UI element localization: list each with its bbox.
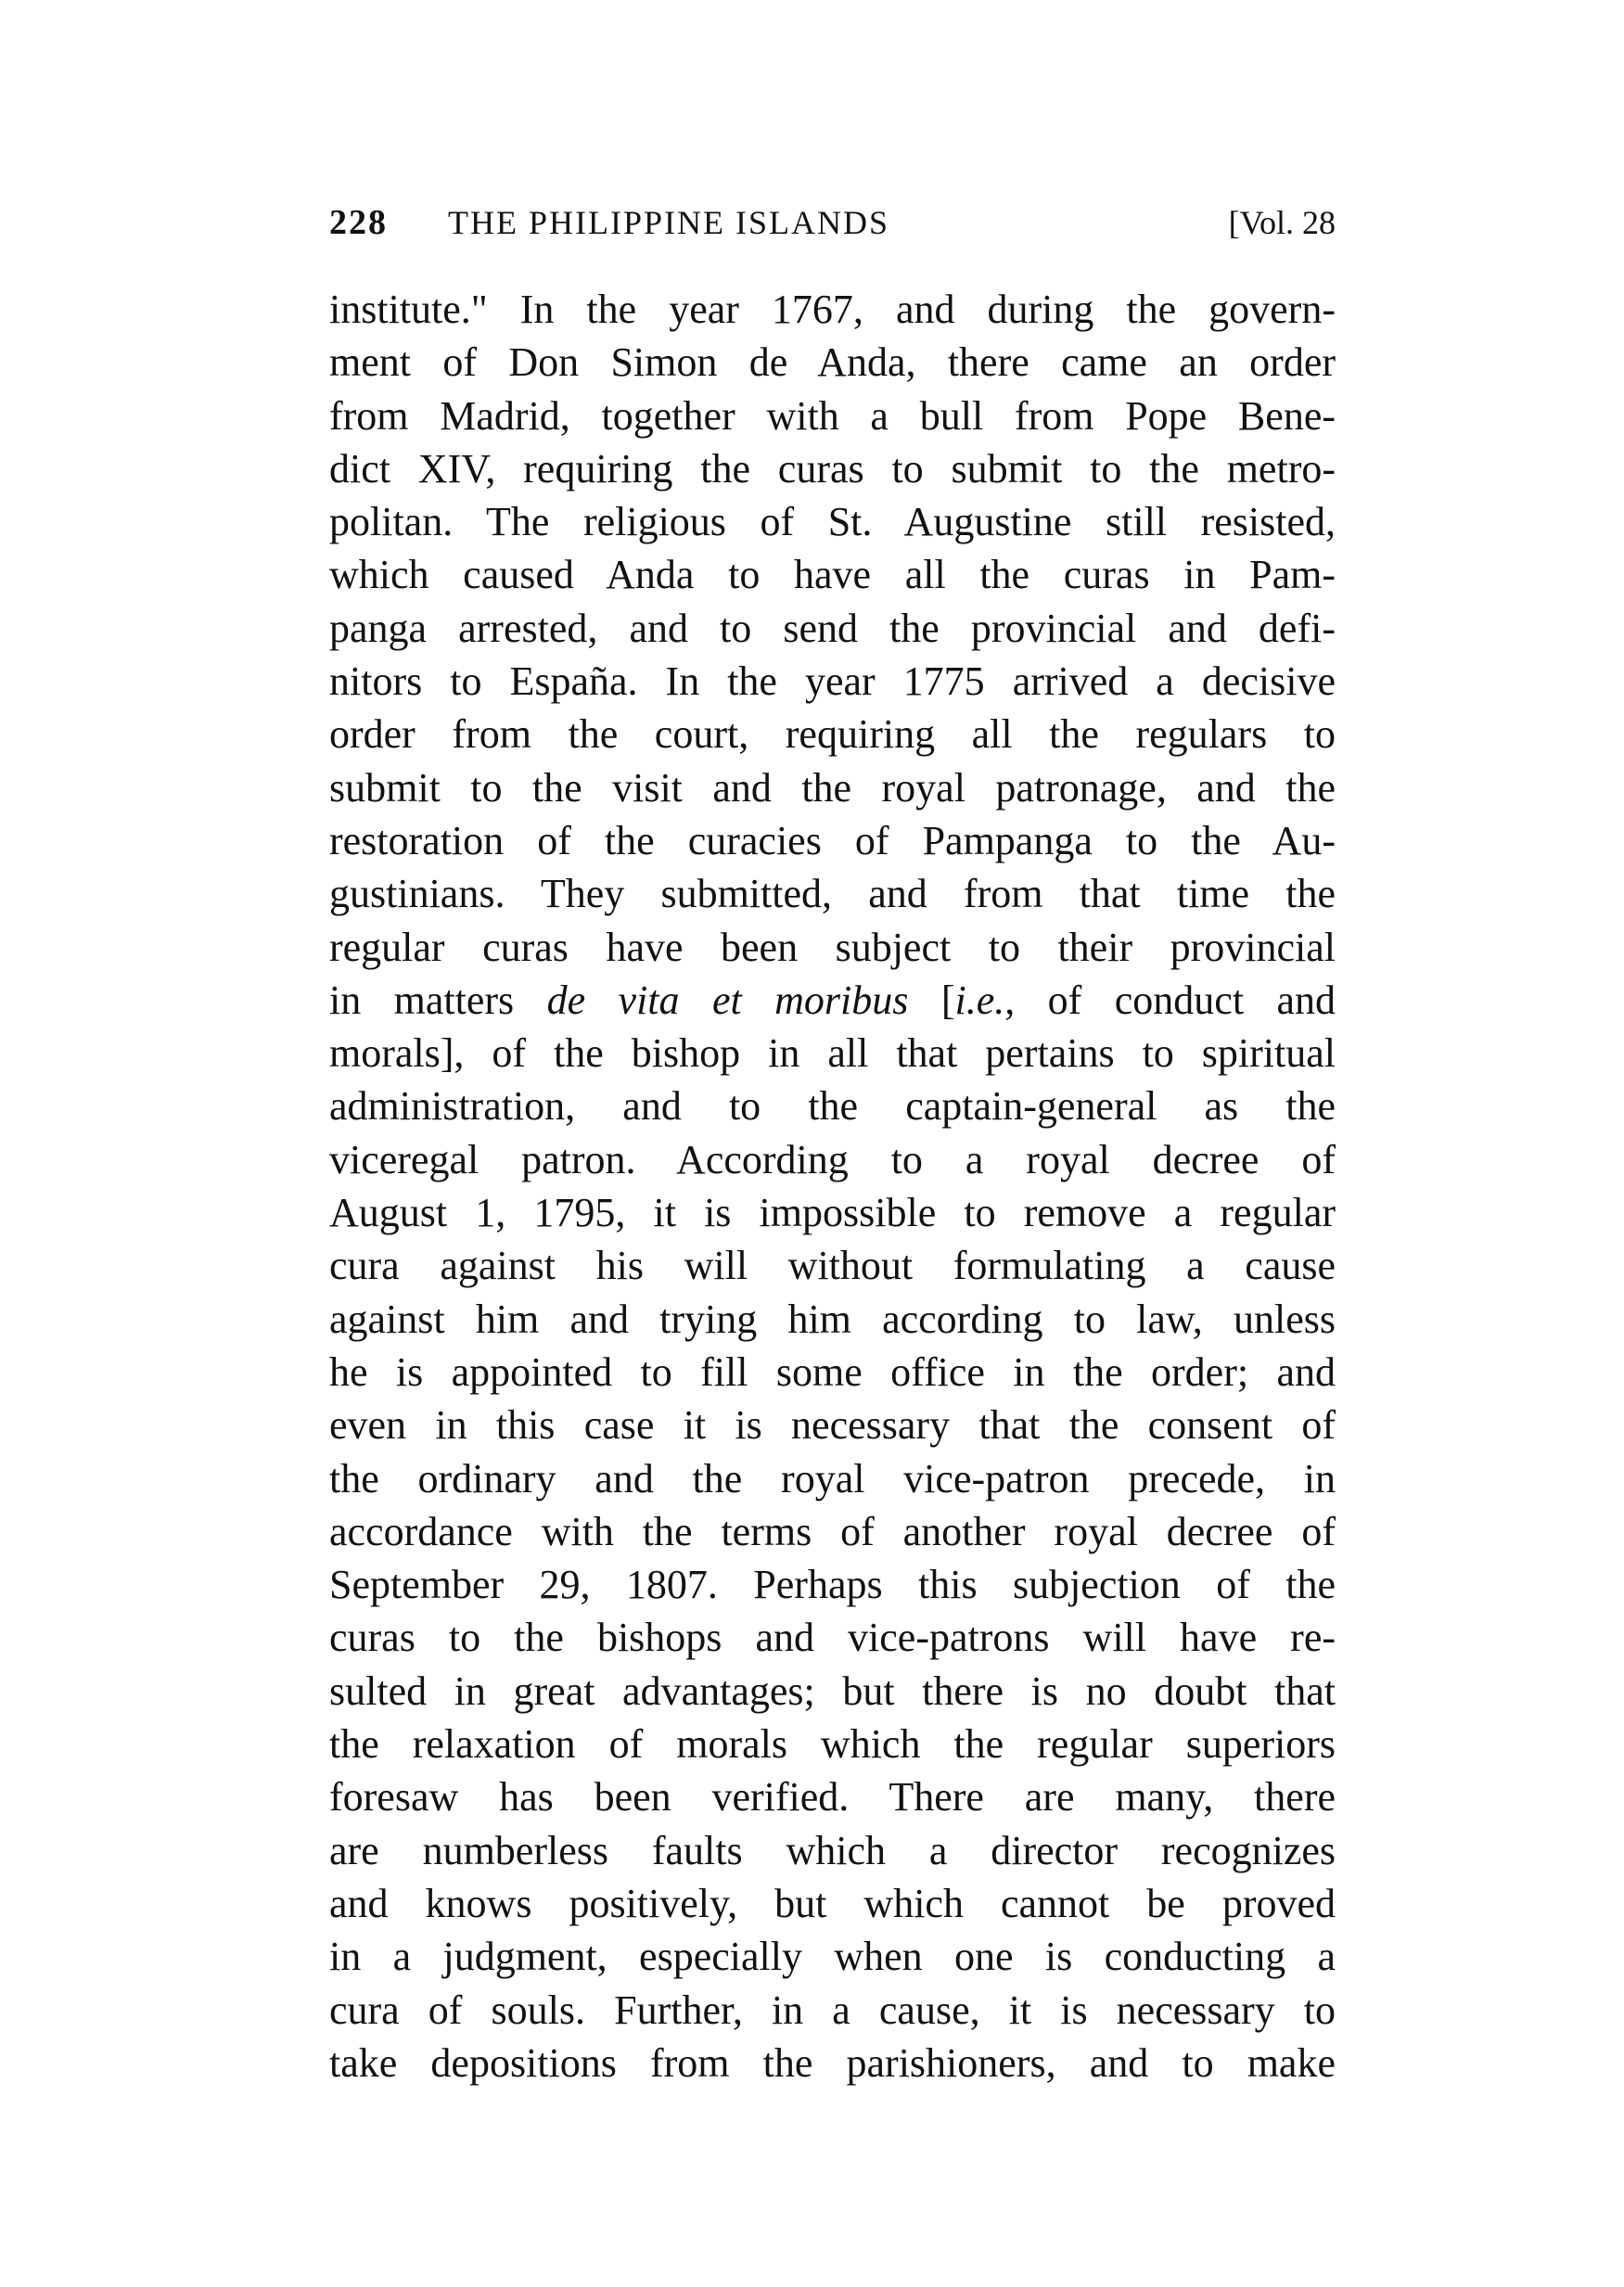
- text-line: viceregal patron. According to a royal decree of: [329, 1136, 1336, 1182]
- text-line: cura of souls. Further, in a cause, it is necessary to: [329, 1987, 1336, 2033]
- text-line: sulted in great advantages; but there is no doubt that: [329, 1667, 1336, 1714]
- abbreviation: i.e.: [954, 977, 1005, 1023]
- text-line: September 29, 1807. Perhaps this subjection of the: [329, 1562, 1336, 1608]
- text-line: cura against his will without formulating a cause: [329, 1243, 1336, 1289]
- book-title: THE PHILIPPINE ISLANDS: [448, 204, 889, 241]
- text-line: against him and trying him according to law, unless: [329, 1296, 1336, 1342]
- text-line-with-italics: [329, 974, 1336, 1027]
- text-line: and knows positively, but which cannot be proved: [329, 1880, 1336, 1926]
- body-text: [329, 283, 1336, 2089]
- text-line: regular curas have been subject to their provincial: [329, 924, 1336, 970]
- text-line: foresaw has been verified. There are many, there: [329, 1774, 1336, 1821]
- text-fragment: , of conduct and: [1004, 977, 1336, 1023]
- text-fragment: [: [908, 977, 955, 1023]
- text-line: institute." In the year 1767, and during the govern-: [329, 287, 1336, 332]
- text-line: submit to the visit and the royal patronage, and the: [329, 764, 1336, 811]
- running-header: [329, 190, 1336, 255]
- text-line: restoration of the curacies of Pampanga to the Au-: [329, 817, 1336, 863]
- text-line: take depositions from the parishioners, and to make: [329, 2039, 1336, 2086]
- text-line: ment of Don Simon de Anda, there came an order: [329, 339, 1336, 386]
- latin-phrase: de vita et moribus: [546, 977, 909, 1023]
- text-line: politan. The religious of St. Augustine still resisted,: [329, 499, 1336, 545]
- text-line: nitors to España. In the year 1775 arrived a decisive: [329, 658, 1336, 705]
- text-line: dict XIV, requiring the curas to submit to the metro-: [329, 445, 1336, 492]
- text-line: gustinians. They submitted, and from that time the: [329, 871, 1336, 917]
- text-line: in a judgment, especially when one is conducting a: [329, 1934, 1336, 1980]
- text-line: from Madrid, together with a bull from Pope Bene-: [329, 392, 1336, 439]
- text-line: he is appointed to fill some office in the order; and: [329, 1348, 1336, 1395]
- text-line: are numberless faults which a director recognizes: [329, 1827, 1336, 1873]
- text-line: accordance with the terms of another royal decree of: [329, 1508, 1336, 1554]
- text-line: August 1, 1795, it is impossible to remove a regular: [329, 1190, 1336, 1236]
- book-page: [329, 190, 1336, 2089]
- text-line: panga arrested, and to send the provincial and defi-: [329, 605, 1336, 651]
- text-line: even in this case it is necessary that the consent of: [329, 1402, 1336, 1449]
- text-line: the relaxation of morals which the regular superiors: [329, 1721, 1336, 1768]
- text-line: order from the court, requiring all the regulars to: [329, 711, 1336, 758]
- volume-label: [Vol. 28: [1228, 204, 1336, 241]
- page-number: 228: [329, 203, 388, 242]
- text-line: morals], of the bishop in all that pertains to spiritual: [329, 1030, 1336, 1077]
- text-line: curas to the bishops and vice-patrons will have re-: [329, 1615, 1336, 1661]
- text-line: administration, and to the captain-general as the: [329, 1083, 1336, 1130]
- text-fragment: in matters: [329, 977, 547, 1023]
- text-line: which caused Anda to have all the curas in Pam-: [329, 552, 1336, 598]
- text-line: the ordinary and the royal vice-patron precede, in: [329, 1455, 1336, 1501]
